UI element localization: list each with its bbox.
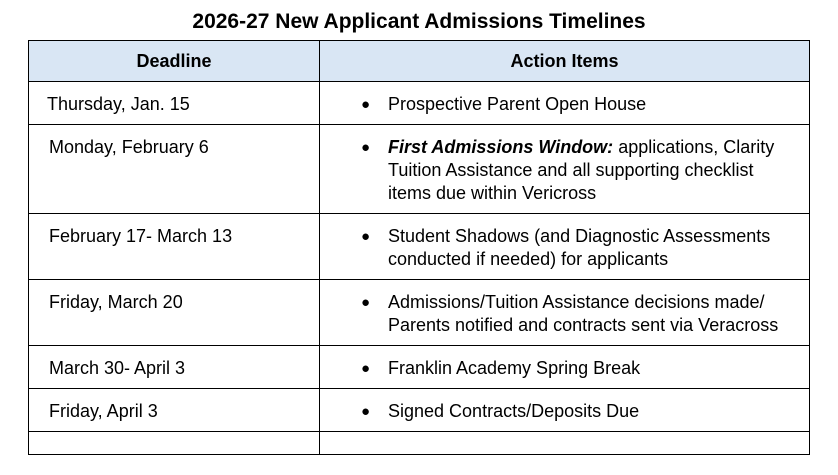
bullet-icon: ● bbox=[360, 139, 370, 156]
deadline-cell: Thursday, Jan. 15 bbox=[29, 82, 320, 125]
table-row bbox=[29, 280, 810, 346]
bullet-icon: ● bbox=[360, 294, 370, 311]
bullet-icon: ● bbox=[360, 403, 370, 420]
action-body: Prospective Parent Open House bbox=[388, 94, 647, 114]
action-text bbox=[388, 400, 797, 423]
action-body: Franklin Academy Spring Break bbox=[388, 358, 641, 378]
action-cell bbox=[320, 214, 810, 280]
deadline-cell: Friday, April 3 bbox=[29, 389, 320, 432]
action-text bbox=[388, 291, 797, 337]
action-emphasis: First Admissions Window: bbox=[388, 137, 614, 157]
bullet-icon: ● bbox=[360, 360, 370, 377]
deadline-cell: Friday, March 20 bbox=[29, 280, 320, 346]
action-cell bbox=[320, 280, 810, 346]
action-body: Signed Contracts/Deposits Due bbox=[388, 401, 640, 421]
table-row bbox=[29, 214, 810, 280]
table-row bbox=[29, 82, 810, 125]
empty-action-cell bbox=[320, 432, 810, 455]
action-text bbox=[388, 225, 797, 271]
deadline-cell: Monday, February 6 bbox=[29, 125, 320, 214]
table-row bbox=[29, 389, 810, 432]
bullet-icon: ● bbox=[360, 228, 370, 245]
deadline-cell: March 30- April 3 bbox=[29, 346, 320, 389]
action-body: Admissions/Tuition Assistance decisions made/ Parents notified and contracts sent via Veracross bbox=[388, 292, 779, 335]
empty-deadline-cell bbox=[29, 432, 320, 455]
bullet-icon: ● bbox=[360, 96, 370, 113]
action-cell bbox=[320, 346, 810, 389]
action-text bbox=[388, 136, 797, 205]
action-items-column-header: Action Items bbox=[320, 41, 810, 82]
timeline-table bbox=[28, 40, 810, 455]
table-row bbox=[29, 125, 810, 214]
table-row-cut-off bbox=[29, 432, 810, 455]
action-text bbox=[388, 357, 797, 380]
table-header-row bbox=[29, 41, 810, 82]
deadline-column-header: Deadline bbox=[29, 41, 320, 82]
action-body: Student Shadows (and Diagnostic Assessments conducted if needed) for applicants bbox=[388, 226, 771, 269]
action-body: applications, Clarity Tuition Assistance and all supporting checklist items due within Vericross bbox=[388, 137, 775, 203]
action-cell bbox=[320, 125, 810, 214]
table-row bbox=[29, 346, 810, 389]
action-cell bbox=[320, 389, 810, 432]
action-text bbox=[388, 93, 797, 116]
page-title: 2026-27 New Applicant Admissions Timelines bbox=[192, 10, 646, 33]
deadline-cell: February 17- March 13 bbox=[29, 214, 320, 280]
action-cell bbox=[320, 82, 810, 125]
